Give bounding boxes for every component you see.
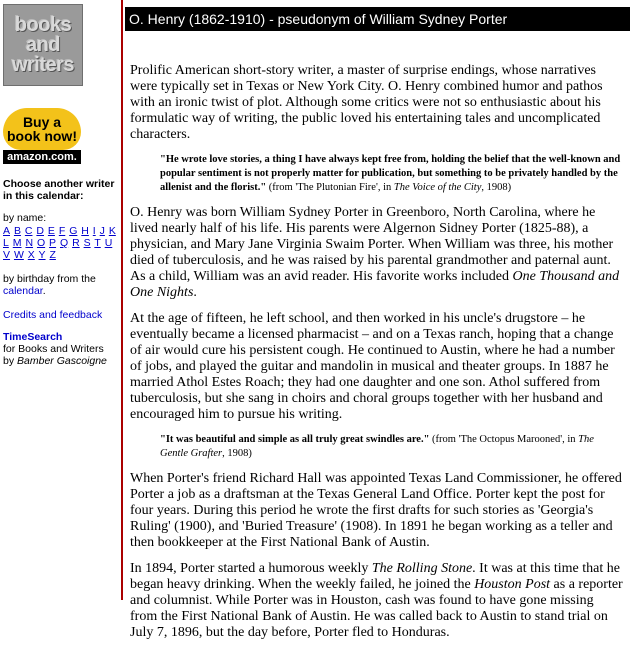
paragraph-land-office: When Porter's friend Richard Hall was appointed Texas Land Commissioner, he offered Porter a job as a draftsman at the Texas General Land Office. Porter kept the post for four years. During this period he wrote the first drafts for such stories as 'Georgia's Ruling' (1900), and 'Buried Treasure' (1908). In 1891 he began working as a teller and then bookkeeper at the First National Bank of Austin. xyxy=(130,471,622,550)
letter-link-x[interactable]: X xyxy=(27,249,35,261)
quote-source-end: , 1908) xyxy=(222,448,252,459)
letter-link-o[interactable]: O xyxy=(36,237,46,249)
page-title xyxy=(125,7,630,31)
amazon-line2: book now! xyxy=(7,128,77,144)
work-title: One Thousand and One Nights xyxy=(130,269,620,300)
author-name: O. Henry (1862-1910) xyxy=(129,11,266,27)
letter-link-i[interactable]: I xyxy=(92,225,96,237)
logo-word-writers: writers xyxy=(11,54,75,76)
paragraph-birth xyxy=(130,205,623,301)
letter-link-t[interactable]: T xyxy=(94,237,101,249)
letter-link-v[interactable]: V xyxy=(3,249,11,261)
pseudonym-subtitle: - pseudonym of William Sydney Porter xyxy=(265,11,508,27)
paragraph-youth: At the age of fifteen, he left school, and then worked in his uncle's drugstore – he eventually became a licensed pharmacist – and on a Texas ranch, hoping that a change of air would cure his persistent cough. He continued to Austin, where he had a number of jobs, and played the guitar and mandolin in musical and theater groups. In 1887 he married Athol Estes Roach; they had one daughter and one son. Athol suffered from tuberculosis, but she sang in choirs and choral groups together with her husband and encouraged him to pursue his writing. xyxy=(130,311,615,422)
timesearch-by: by xyxy=(3,355,15,367)
paragraph-birth-text: O. Henry was born William Sydney Porter in Greenboro, North Carolina, where he lived nearly half of his life. His parents were Algernon Sidney Porter (1825-88), a physician, and Mary Jane Virginia Swaim Porter. When William was three, his mother died of tuberculosis, and he was raised by his parental grandmother and paternal aunt. As a child, William was an avid reader. His favorite works included xyxy=(130,205,614,284)
quote-source-title: The Gentle Grafter xyxy=(160,434,594,459)
alphabet-index xyxy=(3,225,121,261)
paragraph-birth-end: . xyxy=(193,285,197,300)
logo-word-books: books xyxy=(14,14,72,36)
letter-link-e[interactable]: E xyxy=(47,225,55,237)
quote-source: (from 'The Plutonian Fire', in xyxy=(266,182,394,193)
amazon-buy-button[interactable] xyxy=(3,108,81,163)
letter-link-f[interactable]: F xyxy=(58,225,66,237)
amazon-brand: amazon.com. xyxy=(3,150,81,164)
letter-link-m[interactable]: M xyxy=(12,237,22,249)
letter-link-j[interactable]: J xyxy=(99,225,105,237)
birthday-prefix: by birthday from the xyxy=(3,273,96,285)
letter-link-p[interactable]: P xyxy=(49,237,57,249)
letter-link-r[interactable]: R xyxy=(72,237,80,249)
letter-link-q[interactable]: Q xyxy=(59,237,69,249)
timesearch-for: for Books and Writers xyxy=(3,343,104,355)
quote-source: (from 'The Octopus Marooned', in xyxy=(429,434,579,445)
letter-link-d[interactable]: D xyxy=(36,225,44,237)
letter-link-w[interactable]: W xyxy=(13,249,24,261)
paragraph-rolling-stone xyxy=(130,561,623,641)
letter-link-u[interactable]: U xyxy=(104,237,113,249)
birthday-suffix: . xyxy=(42,285,46,297)
sidebar-divider xyxy=(121,0,123,600)
letter-link-c[interactable]: C xyxy=(24,225,33,237)
logo-word-and: and xyxy=(25,34,61,56)
quote-source-title: The Voice of the City xyxy=(393,182,482,193)
credits-line xyxy=(3,309,102,321)
calendar-link[interactable]: calendar xyxy=(3,285,43,297)
quote-octopus-marooned xyxy=(160,433,623,461)
sidebar xyxy=(0,0,120,600)
quote-text: "It was beautiful and simple as all truly great swindles are." xyxy=(160,434,430,445)
letter-link-s[interactable]: S xyxy=(83,237,91,249)
credits-feedback-link[interactable]: Credits and feedback xyxy=(3,309,103,321)
quote-text: "He wrote love stories, a thing I have always kept free from, holding the belief that the well-known and popular sentiment is not properly matter for publication, but something to be privately handled by the allenist and the florist." xyxy=(160,154,621,193)
timesearch-author: Bamber Gascoigne xyxy=(17,355,107,367)
by-name-label: by name: xyxy=(3,212,47,224)
letter-link-h[interactable]: H xyxy=(81,225,89,237)
paragraph-part: . It was at this time that he began heavy drinking. When the weekly failed, he joined the xyxy=(130,561,620,592)
timesearch-block xyxy=(3,331,121,367)
paragraph-part: as a reporter and columnist. While Porter was in Houston, cash was found to have gone missing from the First National Bank of Austin. He was called back to Austin to stand trial on July 7, 1896, but the day before, Porter fled to Honduras. xyxy=(130,577,623,640)
amazon-line1: Buy a xyxy=(22,114,62,130)
paragraph-intro: Prolific American short-story writer, a master of surprise endings, whose narratives were typically set in Texas or New York City. O. Henry combined humor and pathos with an ironic twist of plot. Although some critics were not so enthusiastic about his formulatic way of writing, the public loved his entertaining tales and uncomplicated characters. xyxy=(130,63,603,142)
birthday-line xyxy=(3,273,118,297)
amazon-badge xyxy=(3,108,81,150)
letter-link-n[interactable]: N xyxy=(25,237,34,249)
article-body xyxy=(130,63,623,651)
paragraph-part: In 1894, Porter started a humorous weekly xyxy=(130,561,372,576)
letter-link-l[interactable]: L xyxy=(3,237,9,249)
work-title: Houston Post xyxy=(474,577,551,592)
books-and-writers-logo[interactable] xyxy=(3,4,83,86)
work-title: The Rolling Stone xyxy=(371,561,473,576)
timesearch-link[interactable]: TimeSearch xyxy=(3,331,63,343)
letter-link-g[interactable]: G xyxy=(69,225,78,237)
choose-writer-heading: Choose another writer in this calendar: xyxy=(3,178,115,202)
letter-link-k[interactable]: K xyxy=(108,225,116,237)
letter-link-y[interactable]: Y xyxy=(38,249,46,261)
letter-link-a[interactable]: A xyxy=(3,225,11,237)
quote-source-end: , 1908) xyxy=(481,182,512,193)
quote-plutonian-fire xyxy=(160,153,623,195)
letter-link-z[interactable]: Z xyxy=(49,249,56,261)
letter-link-b[interactable]: B xyxy=(13,225,21,237)
